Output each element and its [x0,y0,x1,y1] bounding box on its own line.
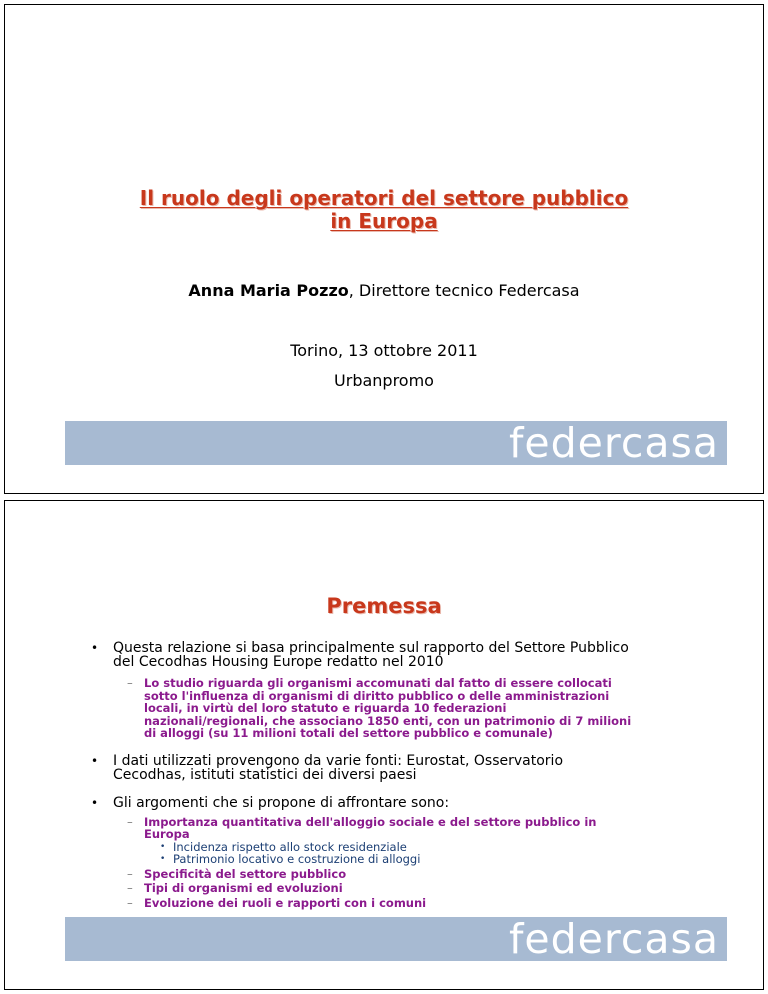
sub-sub-text: Patrimonio locativo e costruzione di alloggi [173,852,421,866]
dash-icon: – [127,676,133,690]
bullet-icon: • [160,854,166,864]
slide-premessa [4,500,764,990]
sub-text: Lo studio riguarda gli organismi accomunati dal fatto di essere collocati sotto l'influenza di organismi di diritto pubblico o delle amministrazioni locali, in virtù del loro statuto e riguarda 10 federazioni nazionali/regionali, che associano 1850 enti, con un patrimonio di 7 milioni di alloggi (su 11 milioni totali del settore pubblico e comunale) [144,676,632,740]
bullet-icon: • [91,753,99,768]
author-line [5,281,763,300]
title-line-2: in Europa [330,209,438,233]
slide-title [4,4,764,494]
sub-item [127,814,633,866]
dash-icon: – [127,895,133,910]
date-location: Torino, 13 ottobre 2011 [290,341,478,360]
bullet-icon: • [91,641,99,655]
bullet-item [91,794,633,910]
bullet-list [91,640,633,919]
sub-sub-text: Incidenza rispetto allo stock residenziale [173,839,407,854]
footer-banner [65,421,727,465]
slide-heading: Premessa [326,594,442,618]
dash-icon: – [127,814,133,829]
sub-sub-item [160,852,633,866]
bullet-icon: • [91,795,99,810]
dash-icon: – [127,881,133,895]
sub-item [127,676,633,740]
brand-logo: federcasa [508,421,719,465]
title-line-1: Il ruolo degli operatori del settore pubblico [139,186,629,210]
sub-text: Specificità del settore pubblico [144,866,347,881]
sub-item [127,895,633,910]
bullet-item [91,640,633,740]
presentation-title [5,187,763,233]
bullet-icon: • [160,841,166,852]
footer-banner [65,917,727,961]
sub-text: Tipi di organismi ed evoluzioni [144,881,343,895]
dash-icon: – [127,866,133,881]
sub-item [127,881,633,895]
brand-logo: federcasa [508,917,719,961]
bullet-text: Questa relazione si basa principalmente sul rapporto del Settore Pubblico del Cecodhas Housing Europe redatto nel 2010 [113,640,629,670]
author-role: , Direttore tecnico Federcasa [348,281,580,300]
sub-item [127,866,633,881]
event-name: Urbanpromo [334,371,434,390]
author-name: Anna Maria Pozzo [188,281,349,300]
bullet-text: Gli argomenti che si propone di affrontare sono: [113,794,450,811]
sub-text: Importanza quantitativa dell'alloggio sociale e del settore pubblico in Europa [144,814,597,841]
sub-text: Evoluzione dei ruoli e rapporti con i comuni [144,895,427,910]
bullet-text: I dati utilizzati provengono da varie fonti: Eurostat, Osservatorio Cecodhas, istituti statistici dei diversi paesi [113,752,564,783]
bullet-item [91,752,633,783]
